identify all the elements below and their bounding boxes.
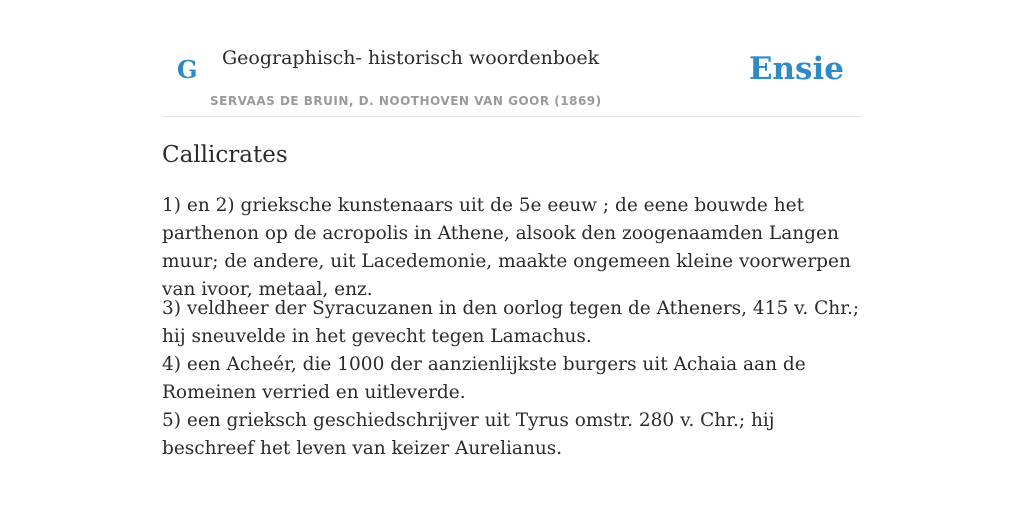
entry-title: Callicrates	[162, 142, 288, 168]
entry-paragraph-text: 1) en 2) grieksche kunstenaars uit de 5e eeuw ; de eene bouwde het parthenon op de acropolis in Athene, alsook den zoogenaamden Langen muur; de andere, uit Lacedemonie, maakte ongemeen kleine voorwerpen van ivoor, metaal, enz.	[162, 195, 851, 300]
entry-paragraph-text: 5) een grieksch geschiedschrijver uit Tyrus omstr. 280 v. Chr.; hij beschreef het leven van keizer Aurelianus.	[162, 410, 775, 459]
entry-paragraph-text: 3) veldheer der Syracuzanen in den oorlog tegen de Atheners, 415 v. Chr.; hij sneuvelde in het gevecht tegen Lamachus.	[162, 298, 860, 347]
book-header	[162, 0, 862, 117]
book-logo-icon[interactable]: G	[177, 55, 198, 84]
book-author: SERVAAS DE BRUIN, D. NOOTHOVEN VAN GOOR (1869)	[210, 94, 602, 108]
entry-paragraph	[162, 192, 862, 304]
page-container	[162, 0, 862, 459]
brand-logo[interactable]: Ensie	[748, 51, 844, 87]
entry-paragraph	[162, 295, 862, 463]
entry-paragraph-text: 4) een Acheér, die 1000 der aanzienlijkste burgers uit Achaia aan de Romeinen verried en uitleverde.	[162, 354, 806, 403]
book-title[interactable]: Geographisch- historisch woordenboek	[222, 47, 600, 69]
